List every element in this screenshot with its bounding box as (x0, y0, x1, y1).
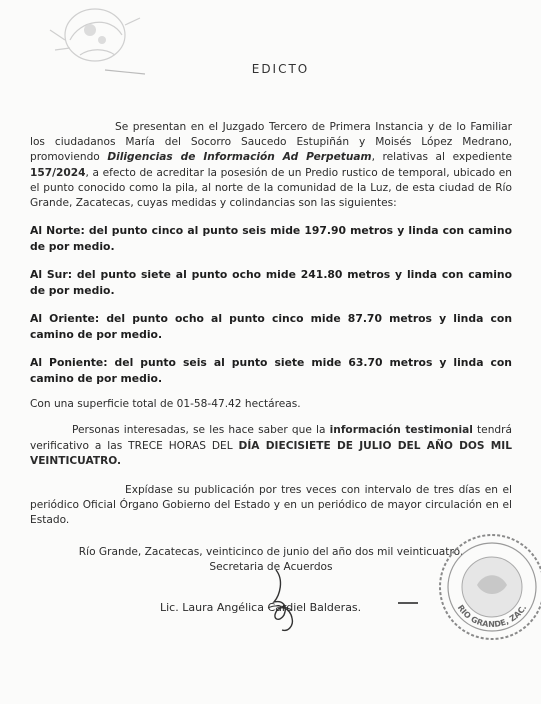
state-emblem-watermark (10, 0, 160, 95)
signer-name: Lic. Laura Angélica Cardiel Balderas. (160, 601, 362, 614)
pen-mark (398, 602, 418, 604)
hearing-notice (30, 423, 512, 469)
intro-text-3: , a efecto de acreditar la posesión de un Predio rustico de temporal, ubicado en el punto conocido como la pila, al norte de la comunidad de la Luz, de esta ciudad de Río Grande, Zacatecas, cuyas medidas y colindancias son las siguientes: (30, 166, 512, 210)
handwritten-signature (254, 560, 314, 640)
edict-body (30, 120, 512, 529)
boundary-north: Al Norte: del punto cinco al punto seis mide 197.90 metros y linda con camino de por medio. (30, 224, 512, 254)
intro-text-2: , relativas al expediente (371, 151, 512, 164)
intro-paragraph (30, 120, 512, 211)
document-title: EDICTO (251, 62, 310, 76)
publication-order: Expídase su publicación por tres veces con intervalo de tres días en el periódico Oficial Órgano Gobierno del Estado y en un periódico de mayor circulación en el Estado. (30, 484, 512, 527)
boundary-east: Al Oriente: del punto ocho al punto cinco mide 87.70 metros y linda con camino de por medio. (30, 312, 512, 342)
place-date: Río Grande, Zacatecas, veinticinco de junio del año dos mil veinticuatro. (78, 546, 464, 558)
svg-text:RIO GRANDE, ZAC.: RIO GRANDE, ZAC. (455, 603, 529, 630)
case-number: 157/2024 (30, 166, 86, 179)
intro-text: Se presentan en el Juzgado Tercero de Primera Instancia y de lo Familiar los ciudadanos María del Socorro Saucedo Estupiñán y Moisés López Medrano, promoviendo (30, 121, 512, 164)
hearing-date: DÍA DIECISIETE DE JULIO DEL AÑO DOS MIL VEINTICUATRO. (30, 439, 512, 467)
proceeding-name: Diligencias de Información Ad Perpetuam (107, 151, 372, 164)
total-area: Con una superficie total de 01-58-47.42 hectáreas. (30, 398, 301, 411)
testimonial-label: información testimonial (329, 424, 473, 437)
notice-text-2: tendrá verificativo a las TRECE HORAS DEL (30, 424, 512, 452)
court-seal (432, 527, 541, 647)
signer-role: Secretaria de Acuerdos (209, 561, 333, 574)
notice-text: Personas interesadas, se les hace saber que la (72, 424, 330, 437)
boundary-south: Al Sur: del punto siete al punto ocho mide 241.80 metros y linda con camino de por medio. (30, 268, 512, 298)
boundary-west: Al Poniente: del punto seis al punto siete mide 63.70 metros y linda con camino de por medio. (30, 356, 512, 386)
